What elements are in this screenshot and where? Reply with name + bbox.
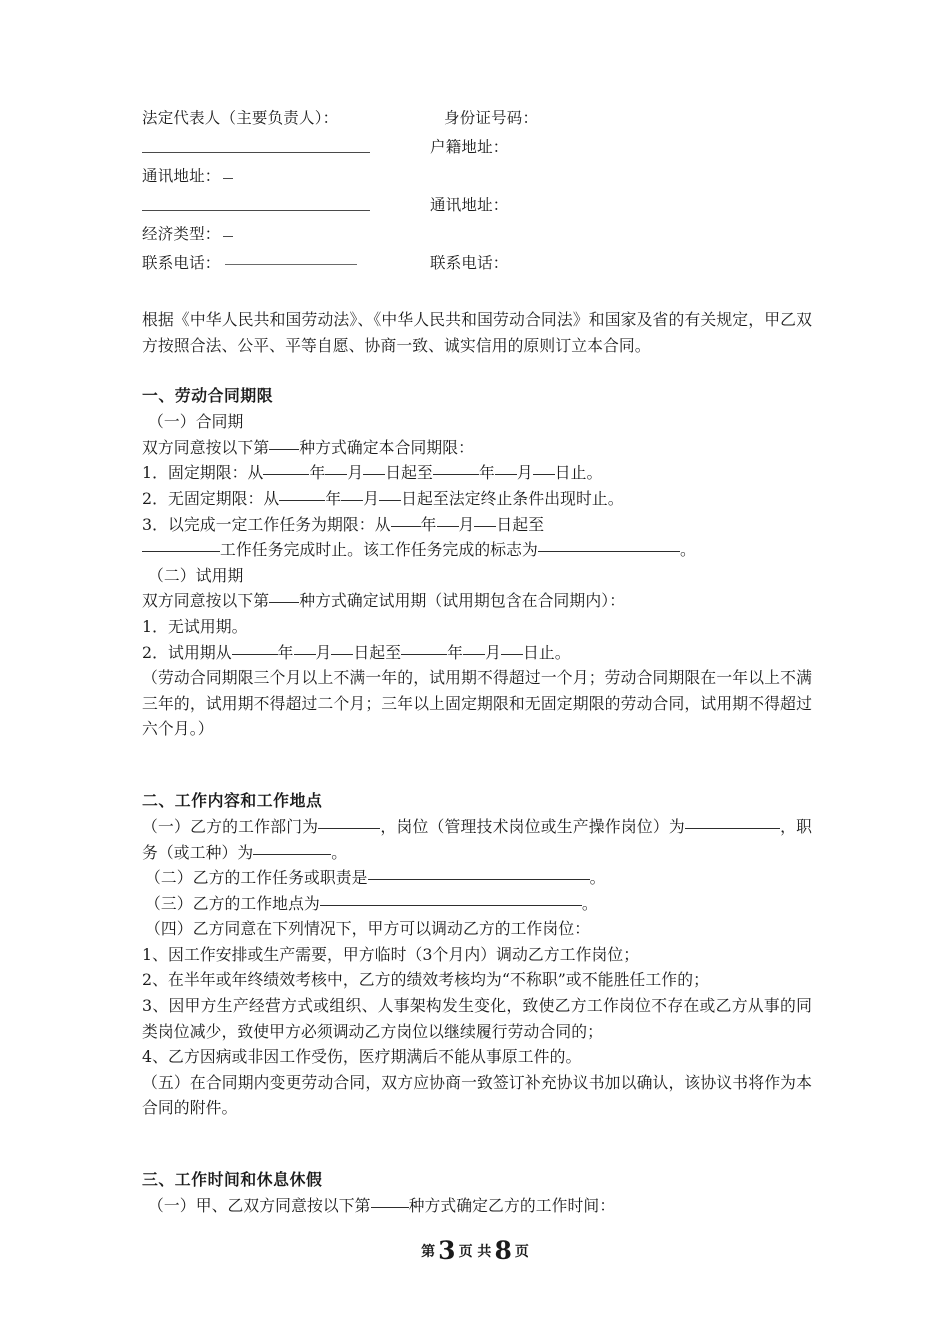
item2-day-blank[interactable]: [379, 500, 401, 501]
contact-phone-blank: [225, 264, 357, 265]
item1-year-blank-1[interactable]: [263, 474, 309, 475]
preamble-paragraph: 根据《中华人民共和国劳动法》、《中华人民共和国劳动合同法》和国家及省的有关规定，甲乙双方按照合法、公平、平等自愿、协商一致、诚实信用的原则订立本合同。: [142, 310, 812, 355]
section-1-intro-a: 双方同意按以下第: [142, 437, 270, 457]
spacer-preamble: [142, 282, 812, 307]
item3-text-f: 。: [679, 540, 696, 560]
contact-phone-row: [142, 249, 442, 278]
section-1-intro-blank[interactable]: [269, 449, 299, 450]
item3-text-b: 年: [420, 514, 437, 534]
section-2-item-4-sub-4: 4、乙方因病或非因工作受伤，医疗期满后不能从事原工件的。: [142, 1047, 582, 1067]
section-2-item-4-sub-2: 2、在半年或年终绩效考核中，乙方的绩效考核均为“不称职”或不能胜任工作的；: [142, 970, 709, 990]
footer-prefix: 第: [421, 1244, 436, 1260]
right-contact-phone-label: 联系电话：: [430, 254, 509, 272]
section-heading-1: 一、劳动合同期限: [142, 386, 274, 406]
trial-intro-blank[interactable]: [269, 602, 299, 603]
footer-total-pages: 8: [494, 1236, 512, 1265]
item1-day-blank-1[interactable]: [363, 474, 385, 475]
trial2-text-a: 2．试用期从: [142, 642, 232, 662]
trial2-month-blank-1[interactable]: [294, 654, 316, 655]
trial2-day-blank-1[interactable]: [331, 654, 353, 655]
item1-month-blank-1[interactable]: [325, 474, 347, 475]
item3-task-blank[interactable]: [142, 551, 220, 552]
section-1-trial-intro: [142, 588, 812, 614]
s2-department-blank[interactable]: [318, 828, 380, 829]
item1-text-c: 月: [347, 463, 364, 483]
s2-job-title-blank[interactable]: [253, 854, 331, 855]
section-1-item-2: [142, 486, 812, 512]
spacer-section-1: [142, 358, 812, 383]
economic-type-label: 经济类型：: [142, 225, 221, 243]
mailing-address-dash: [223, 178, 233, 179]
section-1-intro: [142, 435, 812, 461]
footer-suffix: 页: [514, 1244, 529, 1260]
section-2-item-1: [142, 814, 812, 865]
s2-duties-blank[interactable]: [368, 879, 590, 880]
item1-month-blank-2[interactable]: [495, 474, 517, 475]
item1-text-g: 日止。: [554, 463, 603, 483]
s2-item2-a: （二）乙方的工作任务或职责是: [145, 868, 368, 888]
section-1-trial-item-2: [142, 640, 812, 666]
section-heading-2: 二、工作内容和工作地点: [142, 790, 323, 810]
item3-day-blank[interactable]: [474, 526, 496, 527]
item2-month-blank[interactable]: [341, 500, 363, 501]
trial2-month-blank-2[interactable]: [463, 654, 485, 655]
item3-text-a: 3．以完成一定工作任务为期限：从: [142, 514, 391, 534]
economic-type-dash: [223, 236, 233, 237]
section-1-subheading-1: （一）合同期: [148, 412, 244, 432]
trial2-text-b: 年: [277, 642, 294, 662]
household-address-label: 户籍地址：: [430, 138, 509, 156]
trial2-text-c: 月: [315, 642, 332, 662]
s2-position-blank[interactable]: [685, 828, 780, 829]
trial2-day-blank-2[interactable]: [501, 654, 523, 655]
s2-item3-a: （三）乙方的工作地点为: [145, 893, 320, 913]
s2-item1-b: ，岗位（管理技术岗位或生产操作岗位）为: [380, 816, 685, 836]
economic-type-row: [142, 220, 442, 249]
right-column-spacer-1: [430, 162, 760, 191]
section-2-item-3: [142, 891, 812, 917]
trial-intro-b: 种方式确定试用期（试用期包含在合同期内）：: [299, 591, 626, 611]
trial2-text-e: 年: [447, 642, 464, 662]
item3-month-blank[interactable]: [437, 526, 459, 527]
party-info-left-column: [142, 104, 442, 278]
trial2-year-blank-2[interactable]: [401, 654, 447, 655]
s3-item1-a: （一）甲、乙双方同意按以下第: [148, 1196, 371, 1216]
item1-text-b: 年: [309, 463, 326, 483]
item2-text-a: 2．无固定期限：从: [142, 488, 280, 508]
page-footer: [0, 1236, 950, 1265]
trial2-text-g: 日止。: [522, 642, 571, 662]
item3-text-d: 日起至: [496, 514, 545, 534]
item3-text-c: 月: [458, 514, 475, 534]
s2-item1-a: （一）乙方的工作部门为: [142, 816, 319, 836]
right-column-spacer-2: [430, 220, 760, 249]
item1-text-d: 日起至: [385, 463, 433, 483]
legal-representative-label: 法定代表人（主要负责人）：: [142, 109, 339, 127]
mailing-address-row: [142, 162, 442, 191]
footer-middle: 页 共: [458, 1244, 492, 1260]
spacer-section-2: [142, 742, 812, 788]
section-3-item-1: [142, 1193, 812, 1219]
s3-worktime-blank[interactable]: [371, 1207, 409, 1208]
trial2-text-d: 日起至: [353, 642, 402, 662]
spacer-section-3: [142, 1121, 812, 1167]
contact-phone-label: 联系电话：: [142, 254, 221, 272]
section-2-item-4-sub-1: 1、因工作安排或生产需要，甲方临时（3个月内）调动乙方工作岗位；: [142, 944, 640, 964]
item3-text-e: 工作任务完成时止。该工作任务完成的标志为: [220, 540, 538, 560]
section-2-item-4-sub-3: 3、因甲方生产经营方式或组织、人事架构发生变化，致使乙方工作岗位不存在或乙方从事的同类岗位减少，致使甲方必须调动乙方岗位以继续履行劳动合同的；: [142, 996, 812, 1041]
section-1-trial-note: （劳动合同期限三个月以上不满一年的，试用期不得超过一个月；劳动合同期限在一年以上不满三年的，试用期不得超过二个月；三年以上固定期限和无固定期限的劳动合同，试用期不得超过六个月。）: [142, 668, 812, 739]
s3-item1-b: 种方式确定乙方的工作时间：: [408, 1196, 616, 1216]
legal-representative-blank-line: [142, 133, 442, 162]
section-2-item-2: [142, 865, 812, 891]
mailing-address-blank-line: [142, 191, 442, 220]
item3-year-blank[interactable]: [391, 526, 421, 527]
section-2-item-5: （五）在合同期内变更劳动合同，双方应协商一致签订补充协议书加以确认，该协议书将作为本合同的附件。: [142, 1072, 812, 1118]
item2-text-b: 年: [325, 488, 342, 508]
item1-text-f: 月: [516, 463, 533, 483]
s2-item2-b: 。: [589, 868, 606, 888]
s2-item3-b: 。: [581, 893, 598, 913]
item1-day-blank-2[interactable]: [533, 474, 555, 475]
section-1-item-3: [142, 512, 812, 563]
item2-text-d: 日起至法定终止条件出现时止。: [401, 488, 624, 508]
section-2-item-4: （四）乙方同意在下列情况下，甲方可以调动乙方的工作岗位：: [145, 919, 591, 939]
party-info-block: [142, 104, 812, 282]
item3-mark-blank[interactable]: [538, 551, 680, 552]
section-1-intro-b: 种方式确定本合同期限：: [299, 437, 475, 457]
section-1-subheading-2: （二）试用期: [148, 565, 244, 585]
footer-current-page: 3: [438, 1236, 456, 1265]
item2-year-blank[interactable]: [279, 500, 325, 501]
trial2-text-f: 月: [485, 642, 501, 662]
trial-intro-a: 双方同意按以下第: [142, 591, 270, 611]
s2-item1-c: ，职务（或工种）为: [142, 816, 812, 862]
item1-text-a: 1．固定期限：从: [142, 463, 264, 483]
section-1-trial-item-1: 1．无试用期。: [142, 616, 248, 636]
right-mailing-address-label: 通讯地址：: [430, 196, 509, 214]
section-heading-3: 三、工作时间和休息休假: [142, 1170, 323, 1190]
document-content: [142, 104, 812, 1219]
section-1-item-1: [142, 460, 812, 486]
mailing-address-label: 通讯地址：: [142, 167, 221, 185]
trial2-year-blank-1[interactable]: [232, 654, 278, 655]
item1-text-e: 年: [478, 463, 495, 483]
item2-text-c: 月: [363, 488, 380, 508]
party-info-right-column: [430, 104, 760, 278]
s2-item1-d: 。: [331, 842, 348, 862]
item1-year-blank-2[interactable]: [433, 474, 479, 475]
id-number-label: 身份证号码：: [444, 109, 539, 127]
s2-worklocation-blank[interactable]: [320, 905, 582, 906]
